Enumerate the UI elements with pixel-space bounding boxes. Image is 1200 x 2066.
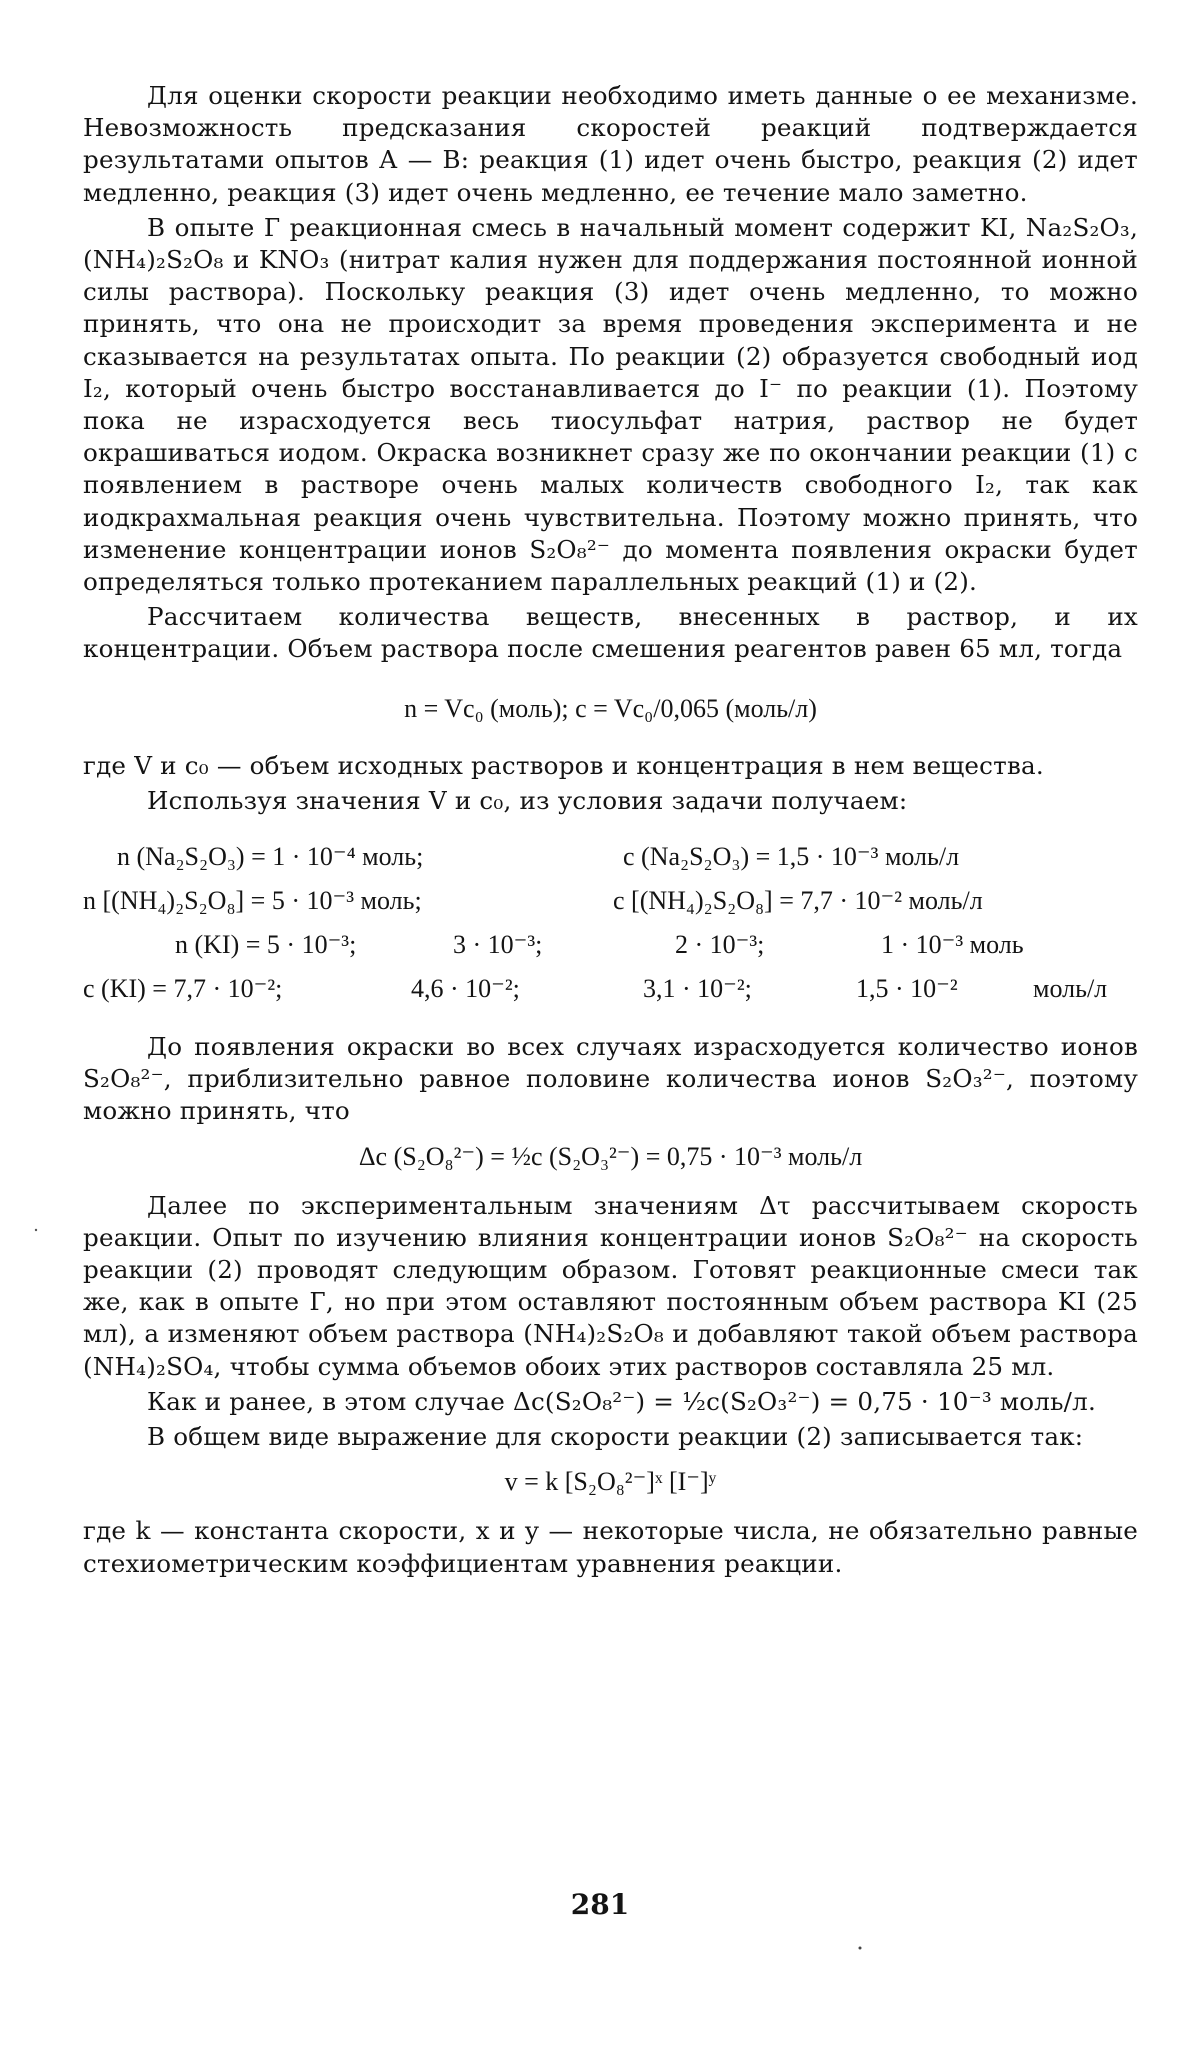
value-n-persulfate: n [(NH₄)₂S₂O₈] = 5 · 10⁻³ моль; [83,886,422,916]
values-row-2 [83,879,1138,923]
paragraph-2: В опыте Г реакционная смесь в начальный момент содержит KI, Na₂S₂O₃, (NH₄)₂S₂O₈ и KNO₃ (нитрат калия нужен для поддержания постоянной ионной силы раствора). Поскольку реакция (3) идет очень медленно, то можно принять, что она не происходит за время проведения эксперимента и не сказывается на результатах опыта. По реакции (2) образуется свободный иод I₂, который очень быстро восстанавливается до I⁻ по реакции (1). Поэтому пока не израсходуется весь тиосульфат натрия, раствор не будет окрашиваться иодом. Окраска возникнет сразу же по окончании реакции (1) с появлением в растворе очень малых количеств свободного I₂, так как иодкрахмальная реакция очень чувствительна. Поэтому можно принять, что изменение концентрации ионов S₂O₈²⁻ до момента появления окраски будет определяться только протеканием параллельных реакций (1) и (2). [83,212,1138,597]
value-n-ki-1: n (KI) = 5 · 10⁻³; [175,930,357,960]
value-n-ki-2: 3 · 10⁻³; [453,930,543,960]
values-row-4 [83,967,1138,1011]
values-row-1 [83,835,1138,879]
text-column [83,80,1138,1580]
value-c-ki-1: c (KI) = 7,7 · 10⁻²; [83,974,283,1004]
value-c-ki-3: 3,1 · 10⁻²; [643,974,752,1004]
formula-rate-law: v = k [S₂O₈²⁻]ˣ [I⁻]ʸ [504,1467,717,1497]
values-block [83,835,1138,1011]
paragraph-9: В общем виде выражение для скорости реакции (2) записывается так: [147,1422,1084,1452]
value-n-ki-4: 1 · 10⁻³ моль [881,930,1024,960]
paragraph-1: Для оценки скорости реакции необходимо иметь данные о ее механизме. Невозможность предсказания скоростей реакций подтверждается результатами опытов А — В: реакция (1) идет очень быстро, реакция (2) идет медленно, реакция (3) идет очень медленно, ее течение мало заметно. [83,81,1138,207]
value-n-ki-3: 2 · 10⁻³; [675,930,765,960]
value-c-persulfate: c [(NH₄)₂S₂O₈] = 7,7 · 10⁻² моль/л [613,886,983,916]
value-n-na2s2o3: n (Na₂S₂O₃) = 1 · 10⁻⁴ моль; [117,842,424,872]
formula-amount-concentration: n = Vc₀ (моль); c = Vc₀/0,065 (моль/л) [404,693,817,723]
formula-delta-c: Δc (S₂O₈²⁻) = ½c (S₂O₃²⁻) = 0,75 · 10⁻³ моль/л [358,1141,863,1171]
paragraph-4: где V и c₀ — объем исходных растворов и концентрация в нем вещества. [83,750,1044,780]
scan-speck [35,1229,37,1231]
value-c-ki-2: 4,6 · 10⁻²; [411,974,520,1004]
paragraph-3: Рассчитаем количества веществ, внесенных в раствор, и их концентрации. Объем раствора после смешения реагентов равен 65 мл, тогда [83,602,1138,664]
value-c-ki-unit: моль/л [1033,974,1108,1004]
values-row-3 [83,923,1138,967]
paragraph-6: До появления окраски во всех случаях израсходуется количество ионов S₂O₈²⁻, приблизительно равное половине количества ионов S₂O₃²⁻, поэтому можно принять, что [83,1032,1138,1126]
value-c-ki-4: 1,5 · 10⁻² [856,974,958,1004]
scan-speck [859,1947,862,1950]
paragraph-7: Далее по экспериментальным значениям Δτ рассчитываем скорость реакции. Опыт по изучению влияния концентрации ионов S₂O₈²⁻ на скорость реакции (2) проводят следующим образом. Готовят реакционные смеси так же, как в опыте Г, но при этом оставляют постоянным объем раствора KI (25 мл), а изменяют объем раствора (NH₄)₂S₂O₈ и добавляют такой объем раствора (NH₄)₂SO₄, чтобы сумма объемов обоих этих растворов составляла 25 мл. [83,1190,1138,1381]
page-number: 281 [570,1888,630,1921]
value-c-na2s2o3: c (Na₂S₂O₃) = 1,5 · 10⁻³ моль/л [623,842,960,872]
paragraph-5: Используя значения V и c₀, из условия задачи получаем: [147,785,908,815]
paragraph-10: где k — константа скорости, x и y — некоторые числа, не обязательно равные стехиометрическим коэффициентам уравнения реакции. [83,1516,1138,1578]
paragraph-8: Как и ранее, в этом случае Δc(S₂O₈²⁻) = ½c(S₂O₃²⁻) = 0,75 · 10⁻³ моль/л. [147,1386,1096,1416]
